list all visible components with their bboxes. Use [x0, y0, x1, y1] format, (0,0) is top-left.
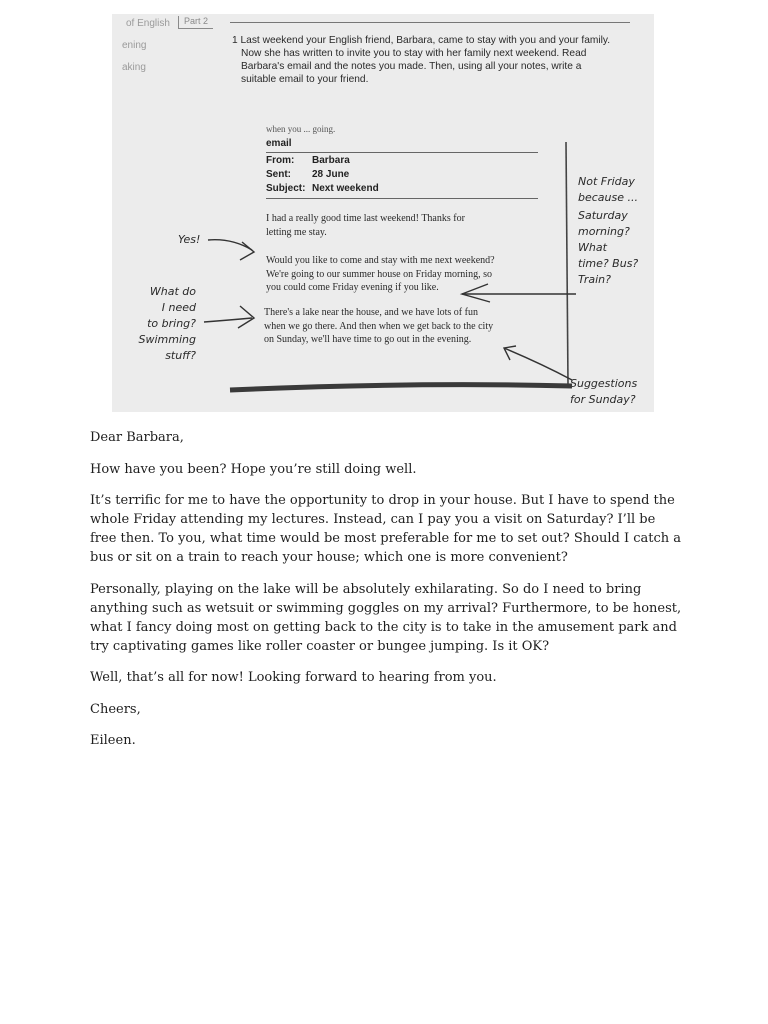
from-label: From:	[266, 155, 295, 166]
paragraph-closing: Well, that’s all for now! Looking forward to hearing from you.	[90, 670, 497, 685]
signature: Eileen.	[90, 733, 136, 748]
subject-label: Subject:	[266, 183, 306, 194]
margin-word: of English	[126, 18, 170, 29]
note-line: Not Friday	[578, 175, 635, 188]
email-line: There's a lake near the house, and we have lots of fun	[264, 307, 478, 318]
note-line: morning?	[578, 225, 630, 238]
note-yes: Yes!	[178, 233, 201, 246]
student-email-answer	[90, 428, 682, 763]
task-line: 1 Last weekend your English friend, Barbara, came to stay with you and your family.	[232, 35, 611, 46]
note-line: What do	[149, 285, 196, 298]
note-line: Suggestions	[570, 377, 638, 390]
cut-off-line: when you ... going.	[266, 124, 336, 134]
note-line: to bring?	[147, 317, 196, 330]
bring-arrowhead	[238, 306, 254, 328]
part-tab: Part 2	[178, 16, 213, 29]
sent-label: Sent:	[266, 169, 291, 180]
brush-stroke	[230, 385, 572, 390]
task-line: Now she has written to invite you to stay with her family next weekend. Read	[241, 48, 587, 59]
sunday-arrow	[504, 348, 572, 380]
margin-word: aking	[122, 62, 146, 73]
note-line: I need	[161, 301, 196, 314]
note-line: What	[578, 241, 607, 254]
sent-value: 28 June	[312, 169, 350, 180]
note-line: stuff?	[165, 349, 196, 362]
email-line: on Sunday, we'll have time to go out in the evening.	[264, 334, 472, 345]
note-line: time? Bus?	[578, 257, 639, 270]
task-line: Barbara's email and the notes you made. Then, using all your notes, write a	[241, 61, 582, 72]
email-title: email	[266, 138, 292, 149]
note-line: for Sunday?	[570, 393, 636, 406]
email-line: when we go there. And then when we get back to the city	[264, 320, 494, 332]
from-value: Barbara	[312, 155, 350, 166]
email-line: We're going to our summer house on Friday morning, so	[266, 268, 492, 280]
note-line: Train?	[578, 273, 611, 286]
bring-arrow	[204, 318, 252, 322]
annotation-arrows	[112, 14, 654, 412]
email-line: you could come Friday evening if you like.	[266, 282, 439, 293]
note-line: Saturday	[578, 209, 628, 222]
textbook-scan	[112, 14, 654, 412]
sign-off: Cheers,	[90, 701, 141, 717]
margin-word: ening	[122, 40, 147, 51]
box-right-border	[566, 142, 568, 384]
paragraph-arrangements: It’s terrific for me to have the opportunity to drop in your house. But I have to spend the whole Friday attending my lectures. Instead, can I pay you a visit on Saturday? I’ll be free then. To you, what time would be most preferable for me to set out? Should I catch a bus or sit on a train to reach your house; which one is more convenient?	[90, 493, 682, 565]
email-line: letting me stay.	[266, 226, 327, 238]
paragraph-activities: Personally, playing on the lake will be absolutely exhilarating. So do I need to bring anything such as wetsuit or swimming goggles on my arrival? Furthermore, to be honest, what I fancy doing most on getting back to the city is to take in the amusement park and try captivating games like roller coaster or bungee jumping. Is it OK?	[90, 581, 682, 654]
note-line: Swimming	[138, 333, 196, 346]
greeting: Dear Barbara,	[90, 430, 184, 445]
subject-value: Next weekend	[312, 183, 379, 194]
friday-arrowhead	[462, 284, 490, 302]
note-line: because ...	[578, 191, 638, 204]
task-line: suitable email to your friend.	[241, 74, 369, 85]
paragraph-opening: How have you been? Hope you’re still doing well.	[90, 461, 417, 477]
email-line: I had a really good time last weekend! Thanks for	[266, 213, 465, 224]
email-line: Would you like to come and stay with me next weekend?	[266, 255, 495, 266]
